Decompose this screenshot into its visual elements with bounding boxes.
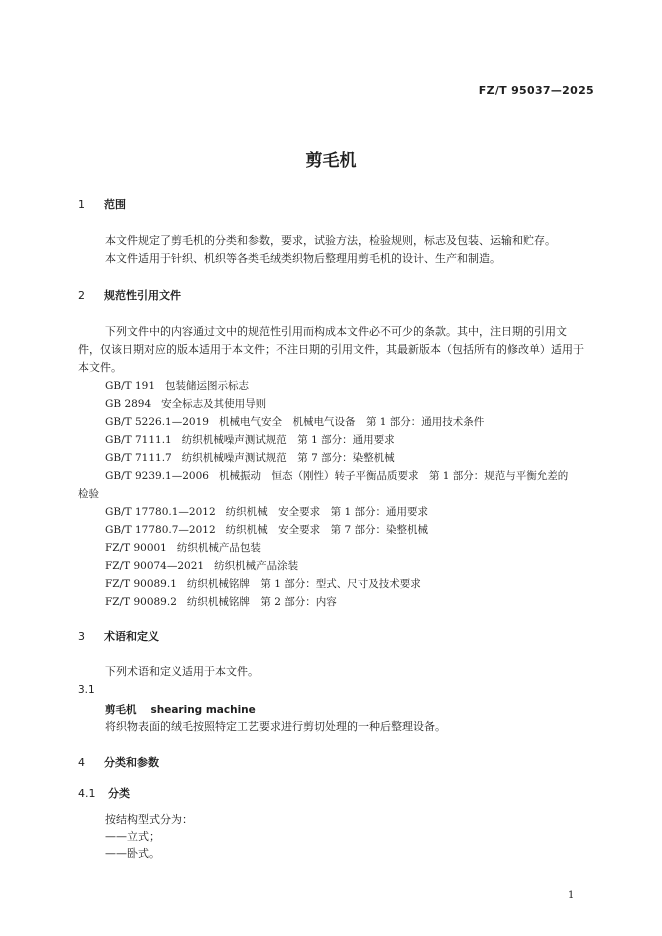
section-1-heading: [78, 196, 126, 212]
reference-title: 纺织机械铭牌 第 2 部分：内容: [186, 596, 337, 608]
reference-title: 纺织机械产品包装: [176, 542, 261, 554]
section-number: 2: [78, 289, 85, 302]
reference-item: [105, 558, 298, 574]
term-definition: 将织物表面的绒毛按照特定工艺要求进行剪切处理的一种后整理设备。: [105, 720, 446, 733]
reference-item: [105, 396, 266, 412]
section-3-heading: [78, 628, 159, 644]
section-title: 术语和定义: [104, 630, 159, 643]
reference-code: FZ/T 90001: [105, 542, 167, 554]
subsection-title: 分类: [108, 787, 130, 800]
section-3-intro: 下列术语和定义适用于本文件。: [105, 665, 259, 678]
reference-code: GB/T 17780.7—2012: [105, 524, 216, 536]
reference-item: [105, 504, 428, 520]
reference-title: 纺织机械 安全要求 第 7 部分：染整机械: [225, 524, 428, 536]
term-english: shearing machine: [150, 704, 256, 716]
reference-item: [105, 468, 568, 484]
reference-code: GB 2894: [105, 398, 152, 410]
reference-title: 纺织机械 安全要求 第 1 部分：通用要求: [225, 506, 428, 518]
reference-title: 机械振动 恒态（刚性）转子平衡品质要求 第 1 部分：规范与平衡允差的: [218, 470, 569, 482]
section-1-paragraph-2: 本文件适用于针织、机织等各类毛绒类织物后整理用剪毛机的设计、生产和制造。: [105, 252, 501, 265]
reference-code: FZ/T 90089.1: [105, 578, 177, 590]
reference-item: [105, 576, 421, 592]
term-entry: [105, 702, 256, 717]
section-4-heading: [78, 754, 159, 770]
section-2-intro-line-1: 下列文件中的内容通过文中的规范性引用而构成本文件必不可少的条款。其中，注日期的引用文: [105, 325, 567, 338]
page-number: 1: [568, 890, 575, 901]
document-title: 剪毛机: [305, 151, 357, 171]
reference-title: 安全标志及其使用导则: [161, 398, 267, 410]
reference-title: 纺织机械产品涂装: [214, 560, 299, 572]
reference-title: 包装储运图示标志: [165, 380, 250, 392]
section-number: 4: [78, 756, 85, 769]
section-title: 分类和参数: [104, 756, 159, 769]
reference-title: 纺织机械噪声测试规范 第 7 部分：染整机械: [181, 452, 395, 464]
list-item: ——立式；: [105, 830, 160, 843]
section-number: 3: [78, 630, 85, 643]
section-title: 范围: [104, 198, 126, 211]
reference-code: FZ/T 90074—2021: [105, 560, 205, 572]
reference-item: [105, 450, 395, 466]
reference-title: 纺织机械噪声测试规范 第 1 部分：通用要求: [181, 434, 395, 446]
section-4-intro: 按结构型式分为：: [105, 813, 193, 826]
reference-item: [105, 594, 337, 610]
reference-item: [105, 378, 249, 394]
reference-code: GB/T 9239.1—2006: [105, 470, 209, 482]
reference-title: 纺织机械铭牌 第 1 部分：型式、尺寸及技术要求: [186, 578, 421, 590]
reference-code: GB/T 7111.7: [105, 452, 172, 464]
section-2-heading: [78, 287, 181, 303]
reference-code: GB/T 7111.1: [105, 434, 172, 446]
standard-number: FZ/T 95037—2025: [478, 84, 594, 97]
reference-code: GB/T 17780.1—2012: [105, 506, 216, 518]
section-2-intro-line-2: 件，仅该日期对应的版本适用于本文件；不注日期的引用文件，其最新版本（包括所有的修改单）适用于: [78, 343, 584, 356]
subsection-number: 4.1: [78, 787, 96, 800]
term-chinese: 剪毛机: [105, 704, 137, 716]
section-title: 规范性引用文件: [104, 289, 181, 302]
section-2-intro-line-3: 本文件。: [78, 361, 122, 374]
reference-code: FZ/T 90089.2: [105, 596, 177, 608]
reference-continuation: 检验: [78, 488, 99, 500]
reference-title: 机械电气安全 机械电气设备 第 1 部分：通用技术条件: [218, 416, 485, 428]
reference-item: [105, 414, 484, 430]
reference-code: GB/T 5226.1—2019: [105, 416, 209, 428]
term-number: 3.1: [78, 684, 95, 696]
list-item: ——卧式。: [105, 847, 160, 860]
reference-item: [105, 432, 395, 448]
subsection-4-1-heading: [78, 785, 130, 801]
reference-code: GB/T 191: [105, 380, 156, 392]
reference-item: [105, 522, 428, 538]
reference-item: [105, 540, 261, 556]
section-1-paragraph-1: 本文件规定了剪毛机的分类和参数，要求，试验方法，检验规则，标志及包装、运输和贮存。: [105, 234, 556, 247]
section-number: 1: [78, 198, 85, 211]
